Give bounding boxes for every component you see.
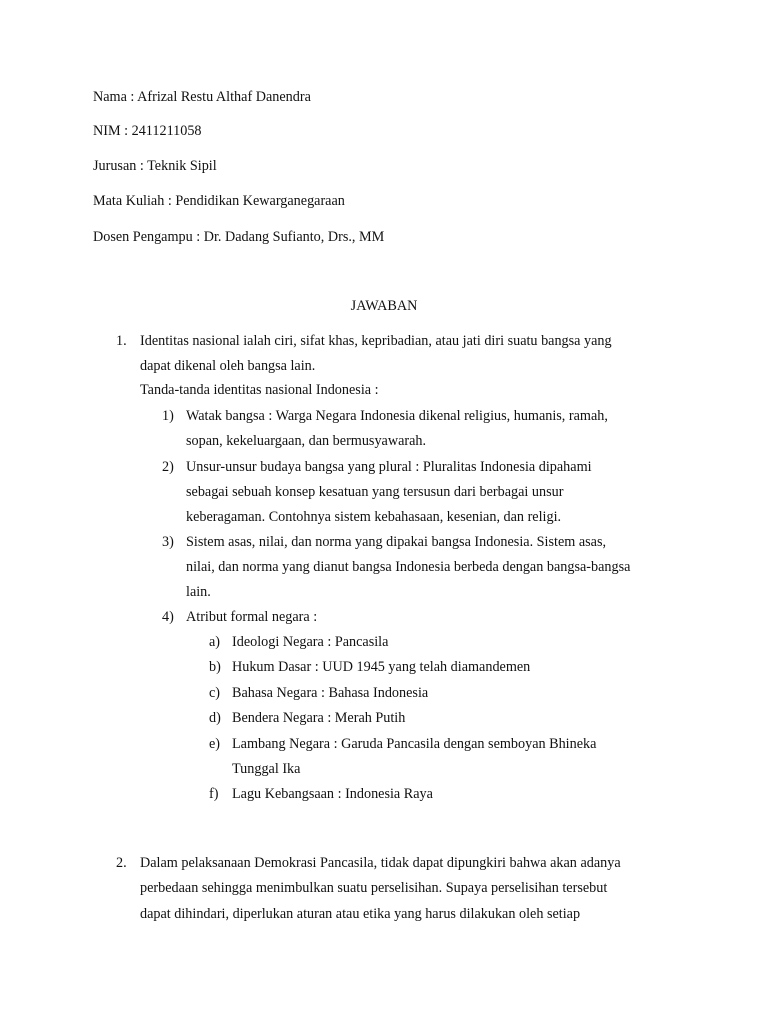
list-item-text: sopan, kekeluargaan, dan bermusyawarah. [186, 433, 427, 449]
sublist-item-text: Hukum Dasar : UUD 1945 yang telah diamandemen [232, 659, 531, 675]
list-item-text: Sistem asas, nilai, dan norma yang dipakai bangsa Indonesia. Sistem asas, [186, 534, 607, 550]
list-item-text: Unsur-unsur budaya bangsa yang plural : Pluralitas Indonesia dipahami [186, 459, 592, 475]
sublist-item-letter: b) [209, 659, 221, 675]
list-item-text: lain. [186, 584, 211, 600]
student-major: Jurusan : Teknik Sipil [93, 158, 217, 174]
q1-line: dapat dikenal oleh bangsa lain. [140, 358, 316, 374]
sublist-item-text: Lambang Negara : Garuda Pancasila dengan semboyan Bhineka [232, 736, 597, 752]
sublist-item-letter: d) [209, 710, 221, 726]
course-name: Mata Kuliah : Pendidikan Kewarganegaraan [93, 193, 345, 209]
q2-line: Dalam pelaksanaan Demokrasi Pancasila, tidak dapat dipungkiri bahwa akan adanya [140, 855, 621, 871]
sublist-item-text: Tunggal Ika [232, 761, 301, 777]
list-item-number: 1) [162, 408, 174, 424]
sublist-item-letter: a) [209, 634, 221, 650]
list-item-text: Atribut formal negara : [186, 609, 318, 625]
list-item-number: 3) [162, 534, 174, 550]
list-item-text: Watak bangsa : Warga Negara Indonesia dikenal religius, humanis, ramah, [186, 408, 608, 424]
lecturer-name: Dosen Pengampu : Dr. Dadang Sufianto, Drs., MM [93, 229, 385, 245]
sublist-item-text: Bendera Negara : Merah Putih [232, 710, 406, 726]
sublist-item-letter: e) [209, 736, 221, 752]
q1-line: Tanda-tanda identitas nasional Indonesia : [140, 382, 379, 398]
student-name: Nama : Afrizal Restu Althaf Danendra [93, 89, 311, 105]
q2-number: 2. [116, 855, 127, 871]
sublist-item-text: Bahasa Negara : Bahasa Indonesia [232, 685, 429, 701]
list-item-text: keberagaman. Contohnya sistem kebahasaan, kesenian, dan religi. [186, 509, 562, 525]
page-title: JAWABAN [350, 298, 418, 314]
list-item-text: sebagai sebuah konsep kesatuan yang tersusun dari berbagai unsur [186, 484, 564, 500]
sublist-item-letter: c) [209, 685, 221, 701]
sublist-item-text: Ideologi Negara : Pancasila [232, 634, 389, 650]
list-item-text: nilai, dan norma yang dianut bangsa Indonesia berbeda dengan bangsa-bangsa [186, 559, 631, 575]
list-item-number: 4) [162, 609, 174, 625]
q2-line: dapat dihindari, diperlukan aturan atau etika yang harus dilakukan oleh setiap [140, 906, 581, 922]
sublist-item-letter: f) [209, 786, 219, 802]
q1-number: 1. [116, 333, 127, 349]
q2-line: perbedaan sehingga menimbulkan suatu perselisihan. Supaya perselisihan tersebut [140, 880, 608, 896]
q1-line: Identitas nasional ialah ciri, sifat khas, kepribadian, atau jati diri suatu bangsa yang [140, 333, 612, 349]
sublist-item-text: Lagu Kebangsaan : Indonesia Raya [232, 786, 433, 802]
student-nim: NIM : 2411211058 [93, 123, 202, 139]
list-item-number: 2) [162, 459, 174, 475]
